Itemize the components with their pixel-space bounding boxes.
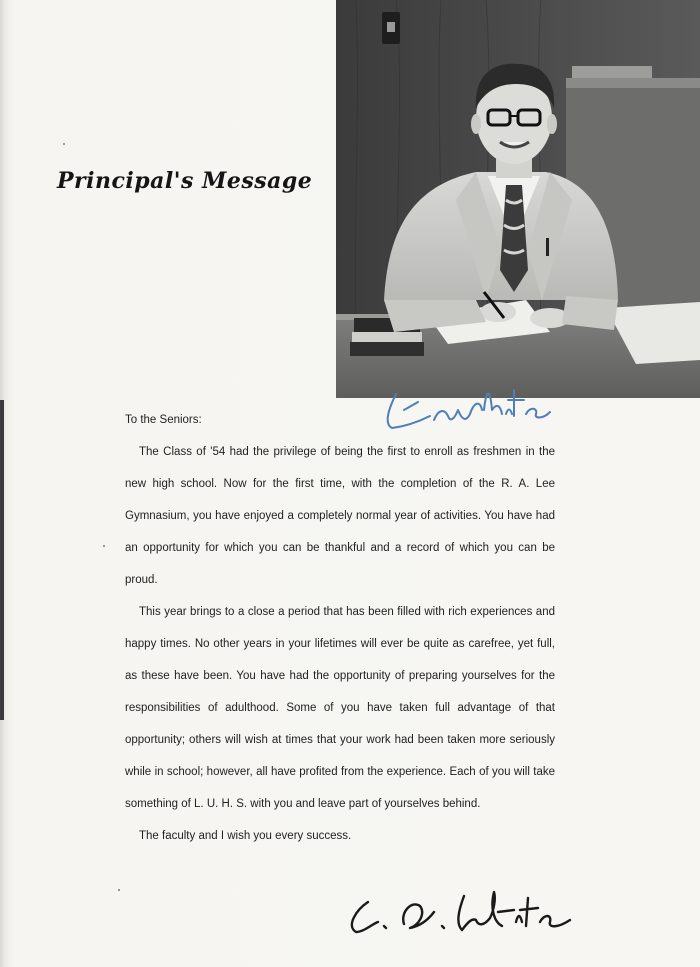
- principal-photo: [336, 0, 700, 398]
- paper-speck: [103, 545, 105, 547]
- letter-paragraph: This year brings to a close a period that has been filled with rich experiences and happy times. No other years in your lifetimes will ever be quite as carefree, yet full, as these have been. You have had the opportunity of preparing yourselves for the responsibilities of adulthood. Some of you have taken full advantage of that opportunity; others will wish at times that your work had been taken more seriously while in school; however, all have profited from the experience. Each of you will take something of L. U. H. S. with you and leave part of yourselves behind.: [125, 606, 555, 810]
- paper-speck: [118, 889, 120, 891]
- letter-salutation: To the Seniors:: [125, 414, 202, 426]
- paper-speck: [63, 143, 65, 145]
- letter-paragraph: The faculty and I wish you every success.: [139, 830, 352, 842]
- binding-edge: [0, 400, 4, 720]
- printed-signature: [338, 882, 583, 942]
- letter-paragraph: The Class of '54 had the privilege of being the first to enroll as freshmen in the new high school. Now for the first time, with the completion of the R. A. Lee Gymnasium, you have enjoyed a completely normal year of activities. You have had an opportunity for which you can be thankful and a record of which you can be proud.: [125, 446, 555, 586]
- letter-body: [125, 404, 555, 852]
- page-title: Principal's Message: [57, 168, 313, 194]
